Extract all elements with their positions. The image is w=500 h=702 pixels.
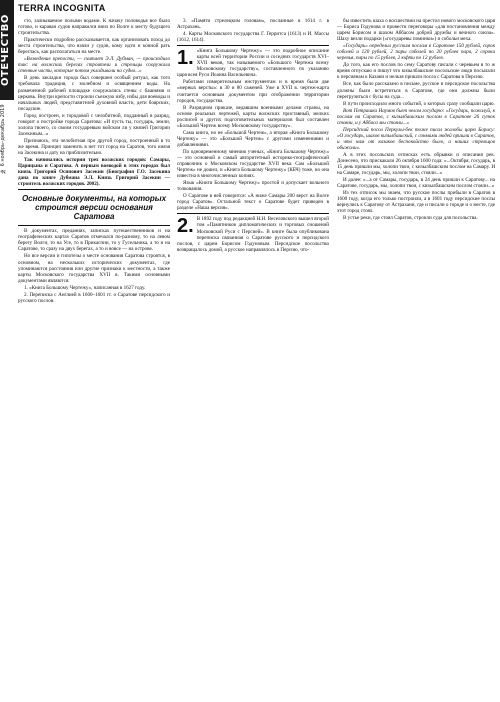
text-column-2 <box>177 18 329 698</box>
paragraph: Но все версии и гипотезы о месте основания Саратова строятся, в основном, на нескольких исторических документах, где упоминаются расстояния или другие признаки к местности, а также карты Московского государства XVII в. Такими основными документами являются: <box>18 253 170 284</box>
divider <box>177 45 329 46</box>
paragraph: В день закладки города был совершен особый ритуал, как того требовала традиция, с молебном и освящением воды. На размеченной рабочей площадке сооружались стены с башнями и церковь. Внутри крепости строили съезжую избу, избы для воеводы и начальных людей, представителей духовной власти, дети боярских, посадские. <box>18 75 170 112</box>
issue-info: № 6 ноябрь–декабрь 2019 <box>0 104 6 174</box>
text-column-3 <box>337 18 495 698</box>
quote-paragraph: «Возведение крепости, — считает Э.Л. Дубман, — происходило так: на волжских берегах строители и стрельцы сооружали стенные части, которые потом укладывали на судно...» <box>18 56 170 75</box>
paragraph: Так начинались истории трех волжских городов: Самары, Царицына и Саратова. А первым воеводой в этих городах был князь Григорий Осипович Засекин (Биография Г.О. Засекина дана по книге Дубмана Э.Л. Князь Григорий Засекин — строитель волжских городов. 2002). <box>18 157 170 188</box>
section-number-1: 1. <box>177 47 194 70</box>
paragraph: «Книга Большому Чертежу» — это подробное описание карты всей территории России и соседних государств XVI–XVII веков, так называемого «Большого Чертежа всему Московскому государству», составленного по указанию царя всея Руси Иоанна Васильевича. <box>177 48 329 79</box>
paragraph: сто, залиываемое полыми водами. К начачу половодья все было готово, и караван судов направился вниз по Волге к месту будущего строительства. <box>18 18 170 37</box>
list-item: 2. Переписка с Англией в 1600–1601 гг. о Саратове персидского и русского послов. <box>18 291 170 304</box>
paragraph: В документах, преданиях, записках путешественников и на географических картах Саратов отмечался по-разному, то на левом берегу Волги, то на Усе, то в Прикаспии, то у Гусельника, а то и на Саратове, то сразу на двух берегах, а то и вовсе — на острове. <box>18 228 170 253</box>
text-column-1 <box>18 18 170 698</box>
list-item: 1. «Книга Большому Чертежу», написанная в 1627 году. <box>24 284 146 291</box>
quote-paragraph: «Государь» определил русским послам в Саратове 150 рублей, сорок соболей и 120 рублей, 2 пары соболей по 20 рублев пара, 2 сорока черевья, пары по 15 рублев, 2 юфти по 12 рублев. <box>337 43 495 62</box>
quote-paragraph: Вот Петрашка Наумов бьет челом государю: «Государь, пожалуй, к послам на Саратов, с кизылбашским послом в Саратове 26 суток стояли, и у Аббаса мы стояли...» <box>337 107 495 126</box>
paragraph: Признаюсь, эта челобитная про другой город, построенный в то же время. Принцип заменить в нет тот город на Саратов, того князя на Засекина и дату на приблизительно. <box>18 137 170 156</box>
paragraph: В пути происходило много событий, о которых сразу сообщали царю. <box>343 100 495 107</box>
paragraph: Язык «Книги Большому Чертежу» простой и допускает вольного толкования. <box>177 180 329 193</box>
paragraph: В устье реки, где стоял Саратов, строили суда для посольства. <box>343 215 478 222</box>
list-item: 3. «Памяти стрелецким головам», посланные в 1614 г. в Астрахань. <box>177 18 329 31</box>
divider <box>18 189 170 190</box>
paragraph: До того, как его послов по сему Саратову писали с черевьем в то ж время отпускаю и пишут что кизылбашские посольские люди посылали к персиянам к Казани и нельзя пришли посла с Саратова в Персию. <box>337 62 495 81</box>
magazine-name: ОТЕЧЕСТВО <box>0 14 11 86</box>
section-header: TERRA INCOGNITA <box>18 3 106 13</box>
paragraph: Работами измерительным инструментам и в время были две «мерных версты»: в 30 и 80 саженей. Уже в XVII в. чертеж-карта считается основным документом при отображении территории городов, государства. <box>177 79 329 104</box>
paragraph: О Саратове в ней говорится: «А ниже Самары 200 верст на Волге город Саратов». Остальной текст о Саратове будет приведен в разделе «Наша версия». <box>177 193 329 212</box>
paragraph: В Разрядном приказе, ведавшим военными делами страны, на основе реальных чертежей, карты волжских приставный, мелких росписей и других подготовительных материалов был составлен «Большой Чертеж всему Московскому государству». <box>177 104 329 129</box>
spine <box>0 0 14 702</box>
divider <box>18 225 170 226</box>
paragraph: И далее: «...а от Самары, государь, в 24 день пришли к Саратову... на Саратове, государь, мы, холопи твои, с кизылбашским послом стояли...» <box>337 177 495 190</box>
paragraph: В 1892 году под редакцией Н.Н. Веселовского вышел второй том «Памятников дипломатических и торговых сношений Московской Руси с Персией». В книге была опубликована переписка связанная о Саратове русского и персидского послов, с царем Борисом Годуновым. Персидское посольство возвращалось домой, а русское направлялось в Персию, что- <box>177 216 329 253</box>
paragraph: бы известить шаха о восшествии на престол нового московского царя — Бориса Годунова и провести переговоры «для постановления между царем Борисом и шахом Аббасом доброй дружбы и вечного союза». Шаху везли подарки («государевы поминки») и собольи меха. <box>337 18 495 43</box>
list-item: 4. Карты Московского государства Г. Герритса (1613) и И. Массы (1612, 1614). <box>177 31 329 44</box>
subheading: Основные документы, на которых строится версии основания Саратова <box>21 194 167 222</box>
quote-paragraph: Персидский посол Перкулы-бек тоже писал жалобы царю Борису: «О государь, шахов кизылбашский, с сонмами людей пришли в Саратов, и что нам от казаков беспокойство было, а наших стрельцов обижали». <box>337 126 495 151</box>
paragraph: Сама книга, но не «Большой Чертеж», а вторая «Книга Большому Чертежу» — это «Большой Чертеж» с другими изменениями и добавлениями. <box>177 129 329 148</box>
paragraph: По одновременному мнению ученых, «Книга Большому Чертежу» — это основной и самый авторитетный историко-географический справочник о Московском государстве XVII века. Сам «Большой Чертеж» не дошел, и «Книга Большому Чертежу» (КБЧ) тоже, но она известна в многочисленных копиях. <box>177 148 329 180</box>
paragraph: А в этих посольских отписках есть обрывки и описания рек. Донесено, что прискакали 26 октября 1600 года: «...Октября, государь, в 15 день пришли мы, холопи твои, с кизылбашским послом на Самару. И на Самаре, государь, мы, холопи твои, стояли...» <box>337 151 495 177</box>
section-number-2: 2. <box>177 215 194 238</box>
paragraph: Из тех отписок мы знаем, что русские послы прибыли в Саратов в 1600 году, когда его только построили, а в 1601 году персидские послы вернулись к Саратову от Астрахани, где и писали о городе и о месте, где этот город стоял. <box>337 190 495 215</box>
paragraph: Практически подробно рассказывается, как организовать поход до места строительства, что взяли у судов, кому идти и конной рать береглась, как располагаться на месте. <box>18 37 170 56</box>
paragraph: Город построен, и городовой с челобитной, подданный в разряд, говорит о постройке города Саратова: «И пусть ты, государь, земли, холопа твоего, со своим государевым войском ли у князей Григории Засекиным...» <box>18 112 170 137</box>
paragraph: Все, как было рассказано в письме, русское и персидское посольства должны были встретиться в Саратове, где они должны были перегрузиться с бусы на суда... <box>337 81 495 100</box>
divider <box>177 213 329 214</box>
